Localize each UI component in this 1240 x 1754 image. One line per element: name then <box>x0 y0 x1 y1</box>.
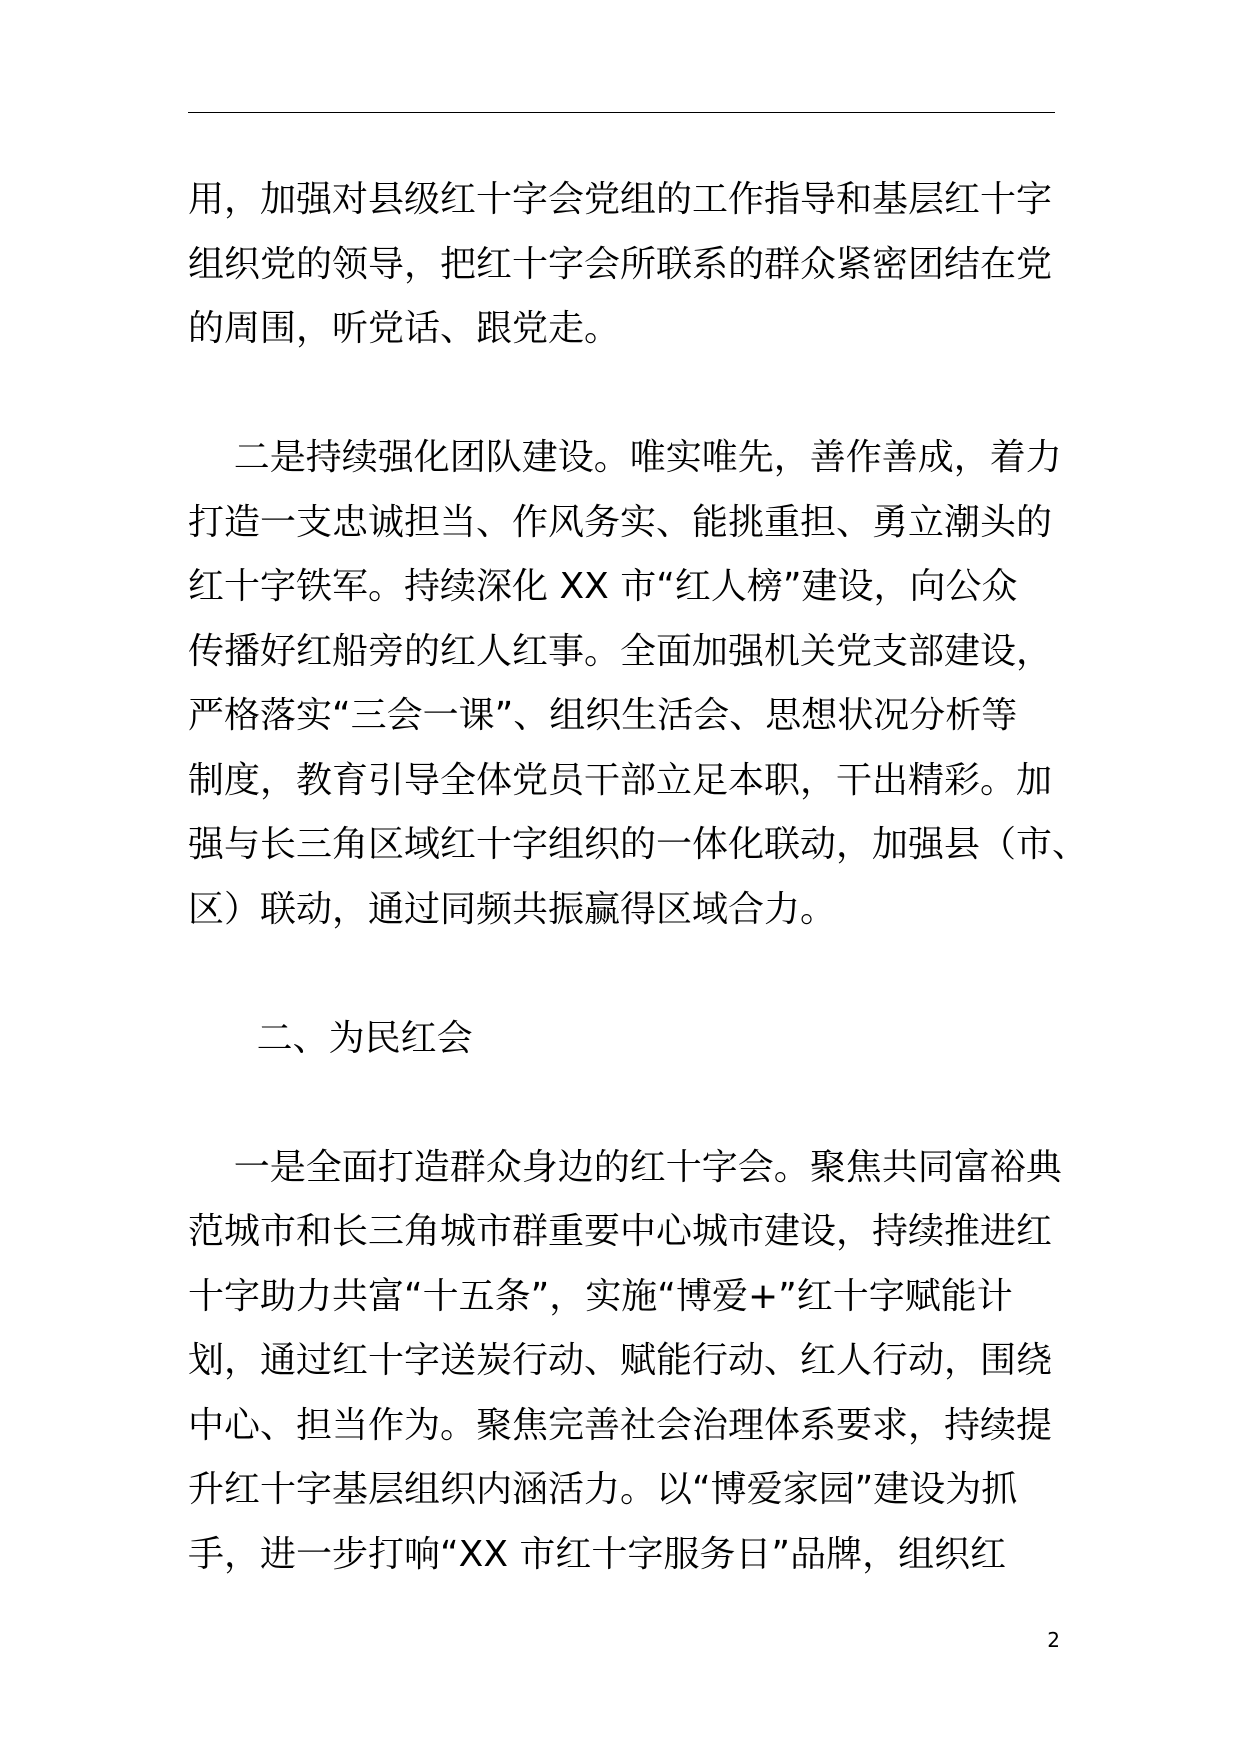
paragraph-2 <box>188 426 1089 942</box>
paragraph-1 <box>188 168 1058 362</box>
text-line: 制度，教育引导全体党员干部立足本职，干出精彩。加 <box>188 759 1053 801</box>
heading-line: 二、为民红会 <box>188 1017 473 1059</box>
text-line: 组织党的领导，把红十字会所联系的群众紧密团结在党 <box>188 243 1053 285</box>
section-heading <box>188 1007 1058 1072</box>
header-rule <box>188 112 1055 113</box>
paragraph-3 <box>188 1136 1062 1588</box>
text-line: 十字助力共富“十五条”，实施“博爱+”红十字赋能计 <box>188 1275 1013 1317</box>
text-line: 红十字铁军。持续深化 XX 市“红人榜”建设，向公众 <box>188 566 1018 607</box>
text-line: 的周围，听党话、跟党走。 <box>188 308 621 349</box>
text-line: 用，加强对县级红十字会党组的工作指导和基层红十字 <box>188 179 1053 220</box>
text-line: 强与长三角区域红十字组织的一体化联动，加强县（市、 <box>188 824 1089 865</box>
text-line: 手，进一步打响“XX 市红十字服务日”品牌，组织红 <box>188 1533 1007 1575</box>
page-number: 2 <box>1047 1628 1060 1652</box>
text-line: 范城市和长三角城市群重要中心城市建设，持续推进红 <box>188 1211 1053 1252</box>
text-line: 二是持续强化团队建设。唯实唯先，善作善成，着力 <box>188 437 1062 478</box>
document-body <box>188 168 1089 1587</box>
text-line: 划，通过红十字送炭行动、赋能行动、红人行动，围绕 <box>188 1340 1053 1381</box>
text-line: 中心、担当作为。聚焦完善社会治理体系要求，持续提 <box>188 1404 1053 1446</box>
text-line: 打造一支忠诚担当、作风务实、能挑重担、勇立潮头的 <box>188 501 1053 543</box>
text-line: 严格落实“三会一课”、组织生活会、思想状况分析等 <box>188 695 1018 736</box>
text-line: 传播好红船旁的红人红事。全面加强机关党支部建设， <box>188 630 1053 672</box>
text-line: 一是全面打造群众身边的红十字会。聚焦共同富裕典 <box>188 1146 1062 1188</box>
text-line: 区）联动，通过同频共振赢得区域合力。 <box>188 888 837 930</box>
text-line: 升红十字基层组织内涵活力。以“博爱家园”建设为抓 <box>188 1469 1018 1510</box>
